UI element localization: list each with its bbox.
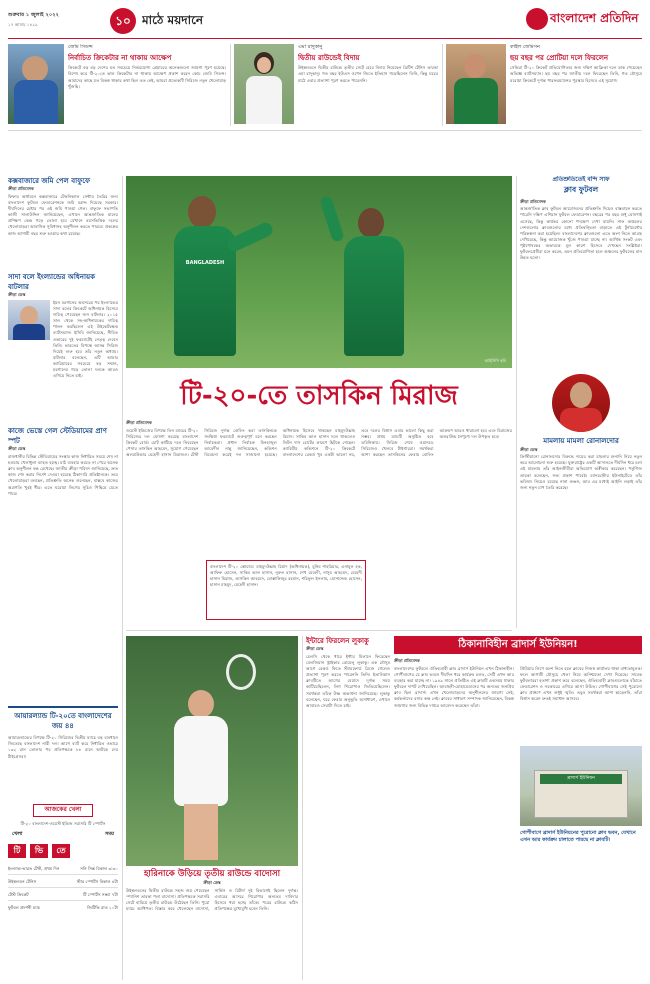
brothers-body-2: প্রিমিয়ার লিগে অংশ নিতে হলে ক্লাবের নিজস্ব কার্যালয় থাকা বাধ্যতামূলক। ফলে আগামী মৌসুমে খেলা নিয়ে অনিশ্চয়তা দেখা দিয়েছে। সাবেক ফুটবলাররা হতাশা প্রকাশ করে বলেছেন, ঐতিহ্যবাহী ক্লাবগুলোকে বাঁচাতে ফেডারেশন ও সরকারের এগিয়ে আসা উচিত। গোপীবাগের সেই পুরোনো ক্লাব প্রাঙ্গণে এখন শুধুই স্মৃতি। তবুও সমর্থকরা আশা ছাড়েননি, তাঁরা বিশ্বাস করেন দ্রুতই সমাধান আসবে। xyxy=(520,666,642,702)
kicker: এমা রাদুকানু xyxy=(298,44,323,50)
ronaldo-headline: মামলায় মামলা রোনালদোর xyxy=(543,437,619,446)
tv-letter: টি xyxy=(8,844,26,858)
brothers-headline: ঠিকানাবিহীন ব্রাদার্স ইউনিয়ন! xyxy=(458,639,578,650)
coach-figure xyxy=(22,56,48,82)
player-face xyxy=(257,57,271,73)
story-raducanu xyxy=(298,44,438,126)
byline: ক্রীড়া প্রতিবেদক xyxy=(126,420,152,425)
player-miraz-body xyxy=(344,236,404,356)
kicker: কাইল জেমিসন xyxy=(510,44,540,50)
date-gregorian: শুক্রবার ১ জুলাই ২০২২ xyxy=(8,12,60,18)
club-sign: ব্রাদার্স ইউনিয়ন xyxy=(540,774,622,784)
headline: দ্বিতীয় রাউন্ডেই বিদায় xyxy=(298,54,360,63)
player-miraz-head xyxy=(358,208,384,238)
byline: ক্রীড়া ডেস্ক xyxy=(8,446,26,452)
headline: নির্বাচিত ক্রিকেটার না থাকায় আক্ষেপ xyxy=(68,54,172,63)
story-body: আন্তর্জাতিক ক্লাব ফুটবল আয়োজনের প্রতিশ্রুতি দিয়েও বাস্তবায়ন করতে পারেনি দক্ষিণ এশিয়ান ফুটবল ফেডারেশন। বছরের পর বছর শুধু ঘোষণাই এসেছে, কিন্তু কার্যকর কোনো পদক্ষেপ দেখা যায়নি। সাফ অঞ্চলের দেশগুলোর ক্লাবগুলোর মধ্যে প্রতিদ্বন্দ্বিতা বাড়াতে এই টুর্নামেন্টের পরিকল্পনা করা হয়েছিল। বাংলাদেশের ক্লাবগুলো এতে অংশ নিতে আগ্রহ দেখিয়েছে, কিন্তু আয়োজক খুঁজে পাওয়া যাচ্ছে না। আর্থিক সংকট এবং পৃষ্ঠপোষকের অভাবকে মূল কারণ হিসেবে দেখছেন সংশ্লিষ্টরা। ফুটবলপ্রেমীরা মনে করেন, এমন প্রতিযোগিতা হলে অঞ্চলের ফুটবলের মান উন্নত হতো। xyxy=(520,206,642,261)
lukaku-story xyxy=(306,636,390,836)
logo-text: বাংলাদেশ প্রতিদিন xyxy=(550,11,639,25)
player-head xyxy=(464,54,486,78)
tv-header-row xyxy=(8,831,118,838)
lead-headline: টি-২০-তে তাসকিন মিরাজ xyxy=(180,381,458,411)
tv-schedule xyxy=(8,804,118,980)
tv-letter: ভি xyxy=(30,844,48,858)
story-body: ক্রিকেটে বড় বড় দেশের মত সবচেয়ে নির্ভরযোগ্য প্লেয়ারের অনেকগুলো জায়গা পূরণ হয়েছে। বিশেষ করে টি-২০তে ভাল ক্রিকেটার না থাকায় আক্ষেপ প্রকাশ করেন কোচ জেমি সিডন্স। আমাদের কাছে যত বিকল্প থাকার কথা ছিল তত নেই, আমরা প্রত্যেকটি সিরিজে নতুন খেলোয়াড় খুঁজছি। xyxy=(68,65,226,89)
tennis-story xyxy=(126,868,298,980)
section-title: মাঠে ময়দানে xyxy=(142,13,204,27)
tennis-body: উইম্বলডনের দ্বিতীয় রাউন্ডে সহজ জয় পেয়েছেন স্প্যানিশ তারকা পলা বাদোসা। প্রতিপক্ষকে সরাসরি সেটে হারিয়ে তৃতীয় রাউন্ডে উঠেছেন তিনি। পুরো ম্যাচে আধিপত্য বিস্তার করে খেলেছেন বাদোসা, সার্ভিস ও রিটার্ন দুই বিভাগেই ছিলেন দুর্দান্ত। এবারের আসরে শিরোপার অন্যতম দাবিদার হিসেবে ধরা হচ্ছে তাঁকে। পরের রাউন্ডে কঠিন প্রতিপক্ষের মুখোমুখি হবেন তিনি। xyxy=(126,888,298,912)
player-taskin-head xyxy=(188,196,216,228)
tv-note: টি-২০ বাংলাদেশ-ওয়েস্ট ইন্ডিজ সরাসরি টি স্পোর্টস xyxy=(20,820,106,826)
headline: কক্সবাজারে জমি পেল বাফুফে xyxy=(8,177,91,185)
story-body: রাজধানীর বিভিন্ন স্টেডিয়ামের সংস্কার কাজ নির্ধারিত সময়ে শেষ না হওয়ায় খেলাধুলা ব্যাহত হচ্ছে। মাঠ ব্যবহার করতে না পেরে অনেক ক্লাব অনুশীলন বন্ধ রেখেছে। জাতীয় ক্রীড়া পরিষদ জানিয়েছে, দ্রুত কাজ শেষ করার নির্দেশ দেওয়া হয়েছে ঠিকাদারি প্রতিষ্ঠানকে। তবে খেলোয়াড়রা বলছেন, প্রতিশ্রুতি অনেক শুনেছেন, বাস্তবে কাজের অগ্রগতি খুবই ধীর। এতে ঘরোয়া লিগের সূচিও পিছিয়ে যেতে পারে। xyxy=(8,454,118,496)
score-body: আয়ারল্যান্ডের বিপক্ষে টি-২০ সিরিজের দ্বিতীয় ম্যাচে বড় ব্যবধানে জিতেছে বাংলাদেশ নারী দল। আগে ব্যাট করে নির্ধারিত ওভারে ১৩২ রান তোলার পর প্রতিপক্ষকে ৮৮ রানে আটকে দেয় টাইগ্রেসরা। xyxy=(8,735,118,759)
player-shirt xyxy=(454,78,498,124)
tv-game: ফুটবল প্রদর্শনী ম্যাচ xyxy=(8,905,40,911)
player-taskin-arm xyxy=(225,221,274,254)
ronaldo-body: ক্রিস্টিয়ানো রোনালদোর বিরুদ্ধে দায়ের করা মামলার শুনানি নিয়ে নতুন করে আলোচনা শুরু হয়েছে। যুক্তরাষ্ট্রের একটি আদালতে দীর্ঘদিন ধরে চলা এই মামলায় তাঁর আইনজীবীরা অভিযোগ অস্বীকার করেছেন। পর্তুগিজ তারকা বলেছেন, সত্য প্রকাশ পাবেই। ম্যানচেস্টার ইউনাইটেডে তাঁর ভবিষ্যৎ নিয়েও রয়েছে নানা গুঞ্জন, আর এর মধ্যেই আইনি লড়াই তাঁর জন্য নতুন চাপ তৈরি করেছে। xyxy=(520,454,642,490)
tv-game: টেস্ট ক্রিকেট xyxy=(8,892,29,898)
headline: সাদা বলে ইংল্যান্ডের অধিনায়ক বাটলার xyxy=(8,272,95,292)
score-box xyxy=(8,706,118,798)
tv-row xyxy=(8,866,118,875)
kicker: জেমি সিডন্স xyxy=(68,44,93,50)
racket-icon xyxy=(226,654,256,690)
tennis-headline: হারিনাকে উড়িয়ে তৃতীয় রাউন্ডে বাদোসা xyxy=(143,869,281,879)
bengali-date: ১৭ আষাঢ় ১৪২৯ xyxy=(8,22,38,27)
jersey-text: BANGLADESH xyxy=(185,260,225,266)
story-jamieson xyxy=(510,44,642,126)
brothers-photo xyxy=(520,746,642,826)
divider xyxy=(230,44,231,126)
kicker: প্রতিশ্রুতিতেই বন্দি সাফ xyxy=(552,176,610,183)
story-body: উইম্বলডনে দ্বিতীয় রাউন্ডে তৃতীয় সেটে হেরে বিদায় নিয়েছেন ব্রিটিশ টেনিস তারকা এমা রাদুকানু। গত বছর ইউএস ওপেন জিতে ইতিহাস গড়েছিলেন তিনি, কিন্তু ঘরের মাঠে এবার প্রত্যাশা পূরণ করতে পারেননি। xyxy=(298,65,438,83)
page-number-badge xyxy=(110,8,136,34)
story-body: ইয়ন মরগানের অবসরের পর ইংল্যান্ডের সাদা বলের ক্রিকেটে অধিনায়ক হিসেবে দায়িত্ব পেয়েছেন জস বাটলার। ২০১৫ সাল থেকে সহ-অধিনায়কের দায়িত্ব পালন করছিলেন এই উইকেটরক্ষক ব্যাটসম্যান। ইসিবি জানিয়েছে, সীমিত ওভারের দুই ফরম্যাটেই নেতৃত্ব দেবেন তিনি। ভারতের বিপক্ষে আসন্ন সিরিজ দিয়েই শুরু হবে তাঁর নতুন অধ্যায়। বাটলার বলেছেন, এটি আমার ক্যারিয়ারের সবচেয়ে বড় সম্মান, মরগানের গড়ে তোলা দলকে আরও এগিয়ে নিতে চাই। xyxy=(53,300,118,379)
divider xyxy=(442,44,443,126)
badosa-photo xyxy=(126,636,298,866)
right-column xyxy=(520,176,642,628)
divider xyxy=(516,176,517,628)
byline: ক্রীড়া প্রতিবেদক xyxy=(394,658,420,663)
byline: ক্রীড়া ডেস্ক xyxy=(306,646,324,652)
tv-letter-row xyxy=(8,844,118,858)
brothers-body-1: বাংলাদেশের ফুটবলে ঐতিহ্যবাহী ক্লাব ব্রাদার্স ইউনিয়ন এখন ঠিকানাহীন। গোপীবাগের যে ক্লাব ভবনে দীর্ঘদিন ধরে কার্যক্রম চলত, সেটি এখন আর ব্যবহার করা যাচ্ছে না। ১৯৪৯ সালে প্রতিষ্ঠিত এই ক্লাবটি একসময় ঢাকার ফুটবলে দাপট দেখিয়েছিল। আবাহনী-মোহামেডানের পর অন্যতম জনপ্রিয় ক্লাব ছিল ব্রাদার্স। এখন খেলোয়াড়দের অনুশীলনের জায়গা নেই, কর্মকর্তাদের বসার কক্ষ নেই। ক্লাবের সাধারণ সম্পাদক জানিয়েছেন, বিকল্প জায়গার জন্য বিভিন্ন দপ্তরে আবেদন করেছেন তাঁরা। xyxy=(394,666,514,708)
label-game: খেলা xyxy=(12,830,23,837)
player-head xyxy=(188,690,214,718)
tv-game: ইংল্যান্ড-ভারত টেস্ট, প্রথম দিন xyxy=(8,866,60,872)
tv-game: উইম্বলডন টেনিস xyxy=(8,879,37,885)
divider xyxy=(122,176,123,980)
divider xyxy=(302,636,303,980)
lead-body: ওয়েস্ট ইন্ডিজের বিপক্ষে তিন ম্যাচের টি-২০ সিরিজের দল ঘোষণা করেছে বাংলাদেশ ক্রিকেট বোর্ড। চোট কাটিয়ে দলে ফিরেছেন পেসার তাসকিন আহমেদ, সুযোগ পেয়েছেন অলরাউন্ডার মেহেদী হাসান মিরাজও। টেস্ট সিরিজে দুর্দান্ত বোলিং করা তাসকিনকে সংক্ষিপ্ত ফরম্যাটে গুরুত্বপূর্ণ মনে করছেন নির্বাচকরা। প্রধান নির্বাচক মিনহাজুল আবেদীন নান্নু জানিয়েছেন, কন্ডিশন বিবেচনা করেই দল সাজানো হয়েছে। অধিনায়ক হিসেবে থাকছেন মাহমুদউল্লাহ রিয়াদ। সাকিব আল হাসান দলে থাকলেও লিটন দাস চোটের কারণে ছিটকে গেছেন। ক্যারিবীয় কন্ডিশনে টি-২০ ক্রিকেটে বাংলাদেশের রেকর্ড খুব একটা ভালো নয়, তবে দলের বিশ্বাস এবার ভালো কিছু করা সম্ভব। প্রথম ম্যাচটি অনুষ্ঠিত হবে ডমিনিকায়। সিরিজ শেষে ওয়ানডে সিরিজেও খেলবে টাইগাররা। সমর্থকরা আশা করছেন তাসকিনের ফেরায় বোলিং আক্রমণ আরও ধারালো হবে এবং মিরাজের অলরাউন্ড নৈপুণ্যে দল উপকৃত হবে। xyxy=(126,427,512,458)
issue-date xyxy=(8,12,108,20)
masthead xyxy=(0,0,650,40)
logo-mark xyxy=(526,8,548,30)
lead-photo xyxy=(126,176,512,368)
byline: ক্রীড়া প্রতিবেদক xyxy=(520,198,546,204)
tv-title xyxy=(33,804,93,817)
tv-time: জিটিভি রাত ১০টা xyxy=(86,905,118,911)
tv-time: স্টার স্পোর্টস বিকাল ৪টা xyxy=(76,879,118,885)
brothers-story xyxy=(394,658,642,980)
player-dress xyxy=(246,76,282,124)
buttler-shirt xyxy=(13,324,45,340)
byline: ক্রীড়া ডেস্ক xyxy=(520,446,538,452)
headline: কাজে ভেস্তে গেল স্টেডিয়ামের প্রাণ স্পট xyxy=(8,427,107,446)
lukaku-headline: ইন্টারে ফিরলেন লুকাকু xyxy=(306,637,369,645)
photo-caption: গোপীবাগে ব্রাদার্স ইউনিয়নের পুরোনো ক্লাব ভবন, যেখানে এখন আর কার্যক্রম চালাতে পারছে না ক্লাবটি। xyxy=(520,830,636,844)
score-title: আয়ারল্যান্ড টি-২০তে বাংলাদেশের জয় ৪৪ xyxy=(14,712,112,731)
coach-shirt xyxy=(14,80,58,124)
left-column xyxy=(8,176,118,656)
lukaku-body: চেলসি থেকে ধারে ইন্টার মিলানে ফিরেছেন বেলজিয়ান স্ট্রাইকার রোমেলু লুকাকু। এক মৌসুম আগে রেকর্ড ফিতে স্ট্যামফোর্ড ব্রিজে গেলেও প্রত্যাশা পূরণ করতে পারেননি তিনি। ইতালিয়ান ক্লাবটিতে আগের মেয়াদে দুর্দান্ত সময় কাটিয়েছিলেন, লিগ শিরোপাও জিতিয়েছিলেন। সমর্থকরা তাঁকে উষ্ণ অভ্যর্থনা জানিয়েছে। লুকাকু বলেছেন, ঘরে ফেরার অনুভূতি অসাধারণ, এখানে আবারও সেরাটা দিতে চাই। xyxy=(306,653,390,708)
tv-row xyxy=(8,879,118,888)
tv-row xyxy=(8,892,118,901)
tv-time: সনি সিক্স বিকাল ৩:৩০ xyxy=(80,866,118,872)
photo-credit: আইসিসি ছবি xyxy=(484,358,506,364)
tv-time: টি স্পোর্টস সন্ধ্যা ৭টা xyxy=(83,892,118,898)
label-time: সময় xyxy=(104,830,114,837)
player-legs xyxy=(184,804,218,860)
story-body: সেভিরা টি-২০ ক্রিকেট প্রতিযোগিতার জন্য দক্ষিণ আফ্রিকা দলে ডাক পেয়েছেন অভিজ্ঞ ব্যাটসম্যান। ছয় বছর পর জাতীয় দলে ফিরেছেন তিনি, গত মৌসুমে ঘরোয়া ক্রিকেটে দুর্দান্ত পারফরম্যান্সের পুরস্কার হিসেবে এই সুযোগ। xyxy=(510,65,642,83)
buttler-photo xyxy=(8,300,50,340)
cricketer-photo xyxy=(446,44,506,124)
page-number: ১০ xyxy=(115,14,131,28)
buttler-head xyxy=(20,306,38,326)
player-dress xyxy=(174,716,228,806)
sidons-photo xyxy=(8,44,64,124)
ronaldo-head xyxy=(570,382,592,408)
byline: ক্রীড়া প্রতিবেদক xyxy=(8,186,34,192)
byline: ক্রীড়া ডেস্ক xyxy=(8,292,26,298)
byline: ক্রীড়া ডেস্ক xyxy=(203,880,221,886)
squad-text: বাংলাদেশ টি-২০ স্কোয়াড: মাহমুদউল্লাহ রিয়াদ (অধিনায়ক), মুনিম শাহরিয়ার, এনামুল হক, আফিফ হোসেন, সাকিব আল হাসান, নুরুল হাসান, শেখ মেহেদী, নাসুম আহমেদ, মেহেদী হাসান মিরাজ, তাসকিন আহমেদ, মোস্তাফিজুর রহমান, শরিফুল ইসলাম, মোসাদ্দেক হোসেন, হাসান মাহমুদ, মেহেদী হাসান। xyxy=(210,564,362,588)
lead-rule xyxy=(126,630,512,631)
tv-title-text: আজকের খেলা xyxy=(44,806,82,813)
player-miraz-arm xyxy=(319,195,345,242)
tv-row xyxy=(8,905,118,911)
story-body: ফিফার অর্থায়নে কক্সবাজারে টেকনিক্যাল সেন্টার তৈরির জন্য বাংলাদেশ ফুটবল ফেডারেশনকে জমি বরাদ্দ দিয়েছে সরকার। দীর্ঘদিনের চেষ্টার পর এই জমি পাওয়া গেল। বাফুফে সভাপতি কাজী সালাউদ্দিন জানিয়েছেন, এখানে আন্তর্জাতিক মানের প্রশিক্ষণ কেন্দ্র গড়ে তোলা হবে যেখানে বয়সভিত্তিক দলের খেলোয়াড়রা আবাসিক সুবিধাসহ অনুশীলন করতে পারবে। প্রকল্পের কাজ আগামী বছর শুরু হওয়ার কথা রয়েছে। xyxy=(8,193,118,236)
squad-box xyxy=(206,560,366,620)
headline: ছয় বছর পর প্রোটিয়া দলে ফিরলেন xyxy=(510,54,609,63)
newspaper-logo xyxy=(526,6,644,36)
story-sidons xyxy=(68,44,226,126)
headline: ক্লাব ফুটবল xyxy=(563,184,599,194)
ronaldo-shirt xyxy=(560,408,602,432)
tv-letter: তে xyxy=(52,844,70,858)
brothers-banner xyxy=(394,636,642,654)
raducanu-photo xyxy=(234,44,294,124)
top-rule xyxy=(8,130,642,131)
ronaldo-photo xyxy=(552,374,610,432)
header-rule xyxy=(8,38,642,39)
